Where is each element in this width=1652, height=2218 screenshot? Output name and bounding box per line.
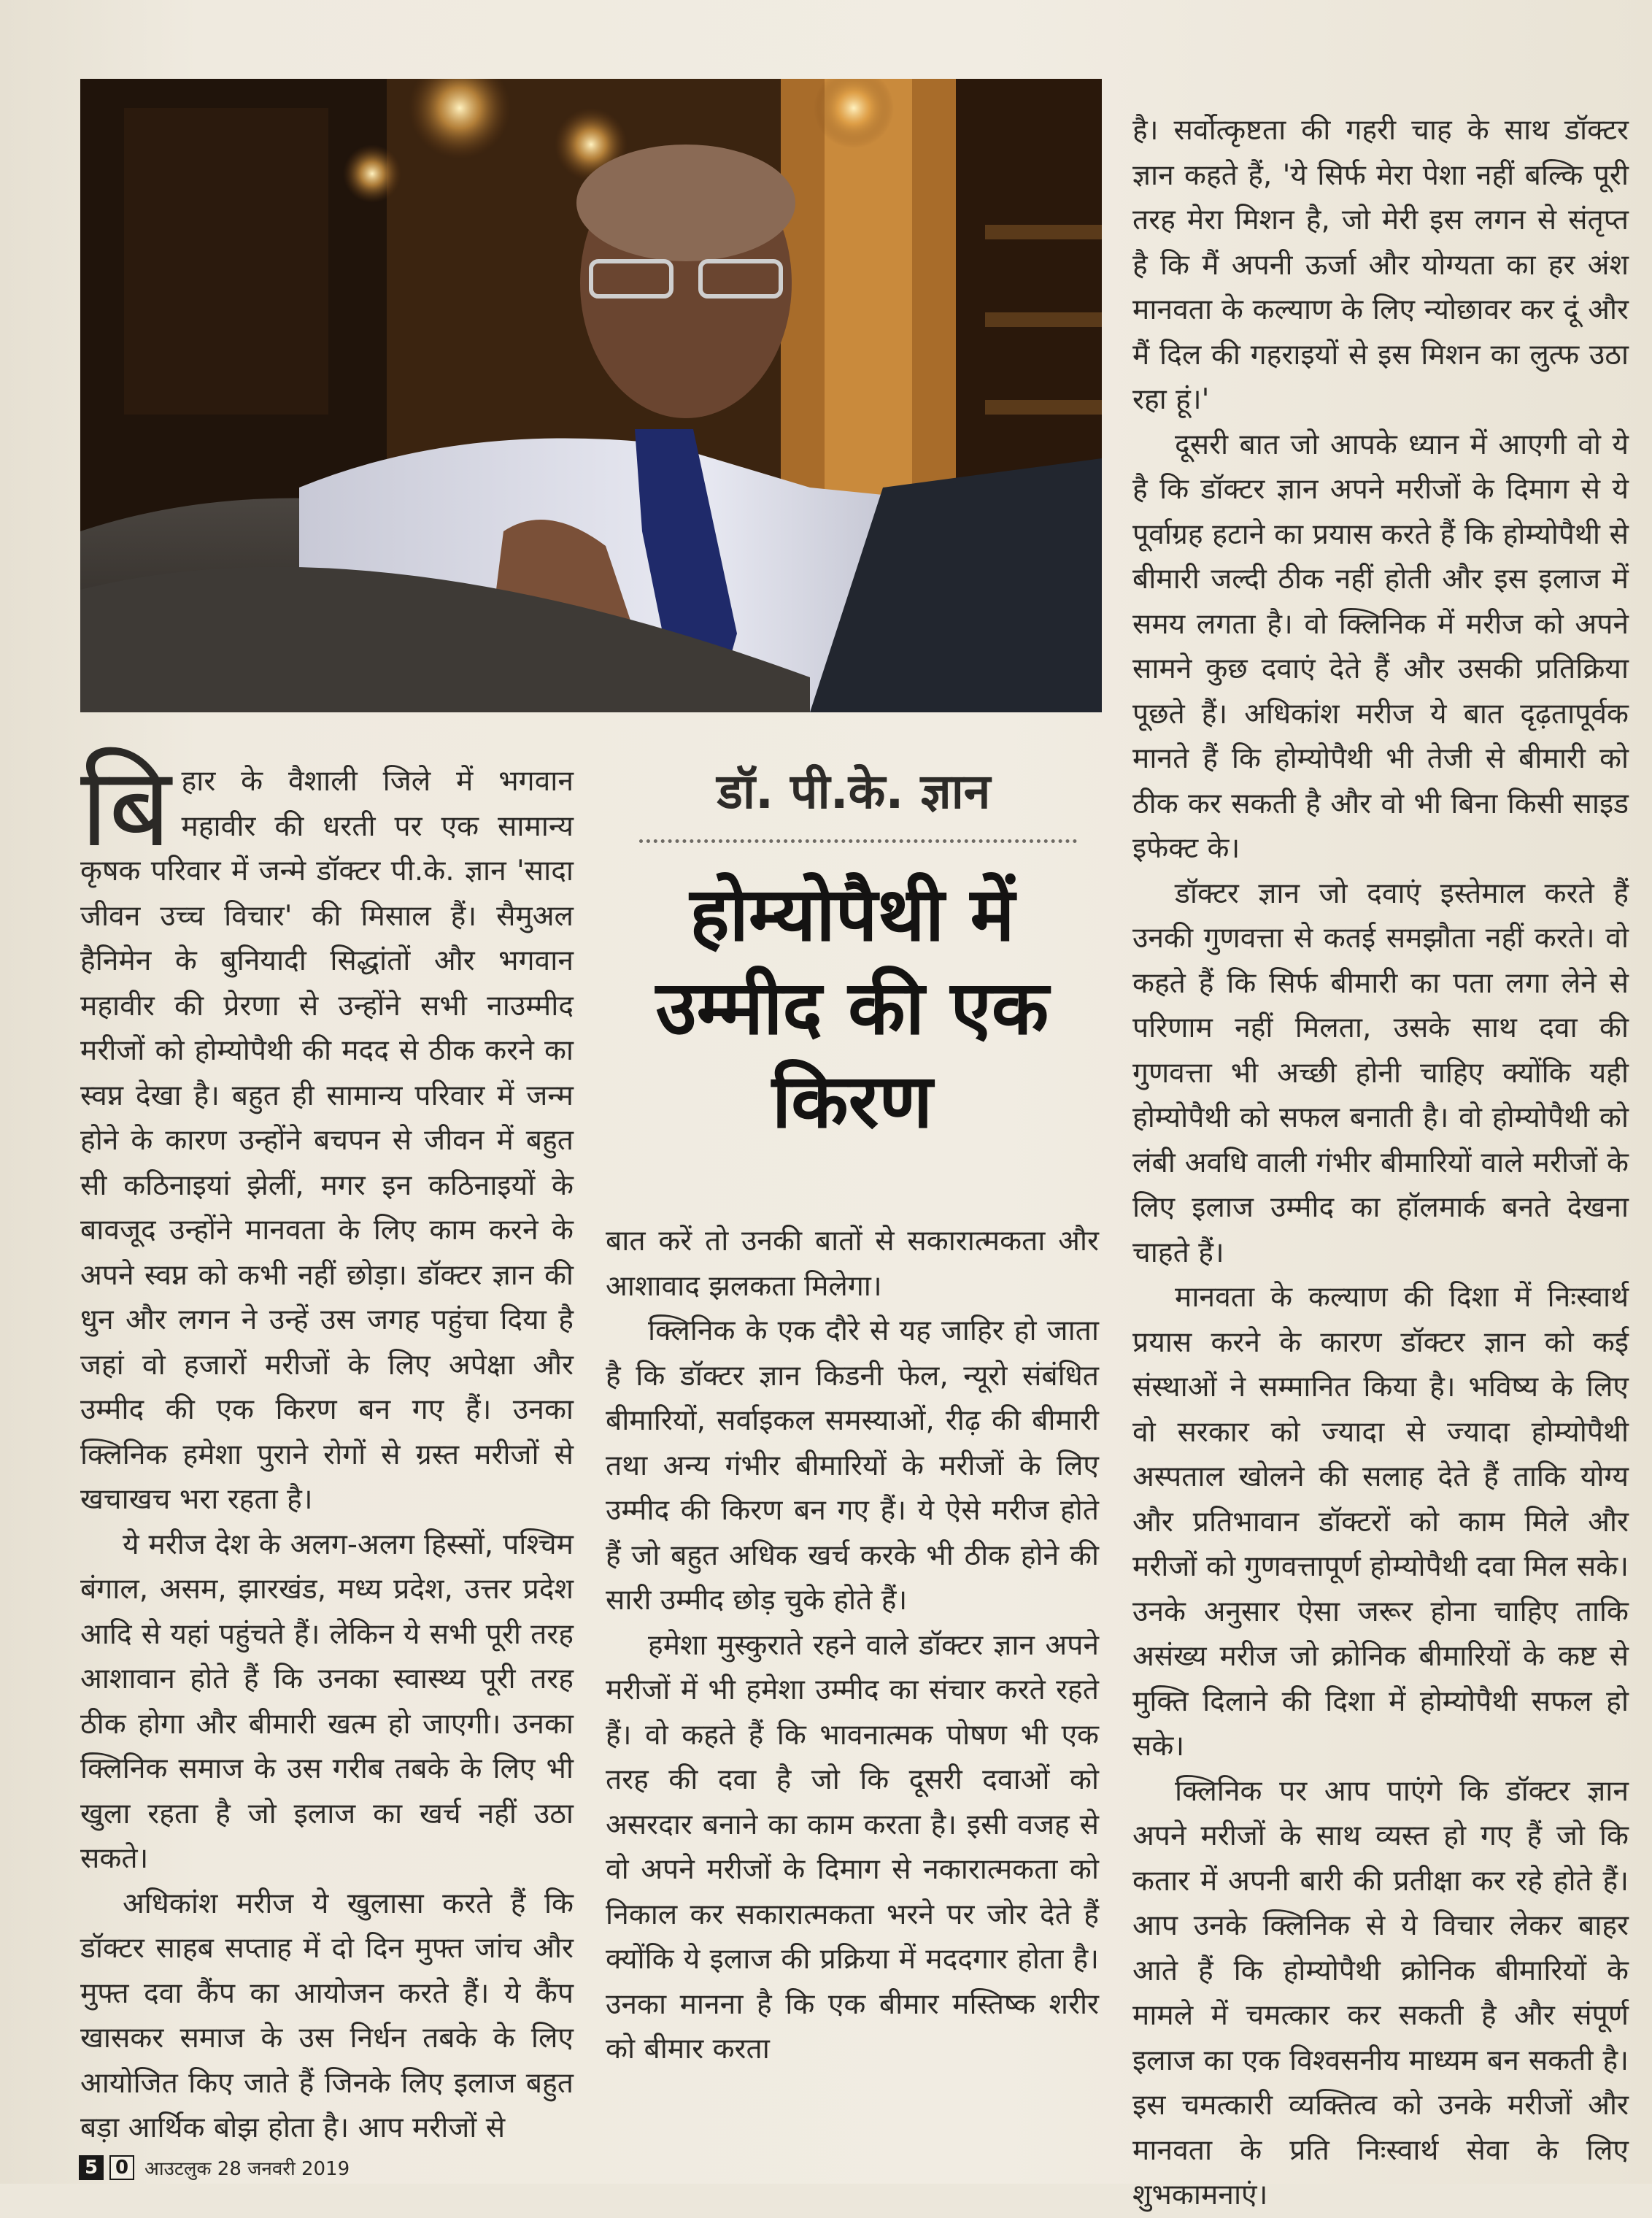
paragraph: ये मरीज देश के अलग-अलग हिस्सों, पश्चिम बंगाल, असम, झारखंड, मध्य प्रदेश, उत्तर प्रदेश आदि से यहां पहुंचते हैं। लेकिन ये सभी पूरी तरह आशावान होते हैं कि उनका स्वास्थ्य पूरी तरह ठीक होगा और बीमारी खत्म हो जाएगी। उनका क्लिनिक समाज के उस गरीब तबके के लिए भी खुला रहता है जो इलाज का खर्च नहीं उठा सकते। — [80, 1528, 574, 1875]
paragraph: अधिकांश मरीज ये खुलासा करते हैं कि डॉक्टर साहब सप्ताह में दो दिन मुफ्त जांच और मुफ्त दवा कैंप का आयोजन करते हैं। ये कैंप खासकर समाज के उस निर्धन तबके के लिए आयोजित किए जाते हैं जिनके लिए इलाज बहुत बड़ा आर्थिक बोझ होता है। आप मरीजों से — [80, 1887, 574, 2144]
dotted-divider — [639, 839, 1077, 843]
paragraph: हार के वैशाली जिले में भगवान महावीर की धरती पर एक सामान्य कृषक परिवार में जन्मे डॉक्टर पी.के. ज्ञान 'सादा जीवन उच्च विचार' की मिसाल हैं। सैमुअल हैनिमेन के बुनियादी सिद्धांतों और भगवान महावीर की प्रेरणा से उन्होंने सभी नाउम्मीद मरीजों को होम्योपैथी की मदद से ठीक करने का स्वप्न देखा है। बहुत ही सामान्य परिवार में जन्म होने के कारण उन्होंने बचपन से जीवन में बहुत सी कठिनाइयां झेलीं, मगर इन कठिनाइयों के बावजूद उन्होंने मानवता के लिए काम करने के अपने स्वप्न को कभी नहीं छोड़ा। डॉक्टर ज्ञान की धुन और लगन ने उन्हें उस जगह पहुंचा दिया है जहां वो हजारों मरीजों के लिए अपेक्षा और उम्मीद की एक किरण बन गए हैं। उनका क्लिनिक हमेशा पुराने रोगों से ग्रस्त मरीजों से खचाखच भरा रहता है। — [80, 765, 574, 1516]
article-headline: होम्योपैथी में उम्मीद की एक किरण — [655, 871, 1049, 1145]
author-byline: डॉ. पी.के. ज्ञान — [717, 763, 991, 820]
page-footer — [79, 2153, 350, 2182]
drop-cap: बि — [80, 744, 171, 871]
publication-date-line: आउटलुक 28 जनवरी 2019 — [144, 2158, 350, 2180]
paragraph: है। सर्वोत्कृष्टता की गहरी चाह के साथ डॉक्टर ज्ञान कहते हैं, 'ये सिर्फ मेरा पेशा नहीं बल्कि पूरी तरह मेरा मिशन है, जो मेरी इस लगन से संतृप्त है कि मैं अपनी ऊर्जा और योग्यता का हर अंश मानवता के कल्याण के लिए न्योछावर कर दूं और मैं दिल की गहराइयों से इस मिशन का लुत्फ उठा रहा हूं।' — [1132, 114, 1629, 416]
paragraph: दूसरी बात जो आपके ध्यान में आएगी वो ये है कि डॉक्टर ज्ञान अपने मरीजों के दिमाग से ये पूर्वाग्रह हटाने का प्रयास करते हैं कि होम्योपैथी से बीमारी जल्दी ठीक नहीं होती और इस इलाज में समय लगता है। वो क्लिनिक में मरीज को अपने सामने कुछ दवाएं देते हैं और उसकी प्रतिक्रिया पूछते हैं। अधिकांश मरीज ये बात दृढ़तापूर्वक मानते हैं कि होम्योपैथी भी तेजी से बीमारी को ठीक कर सकती है और वो भी बिना किसी साइड इफेक्ट के। — [1132, 428, 1629, 865]
doctor-portrait-photo — [80, 79, 1102, 712]
paragraph: हमेशा मुस्कुराते रहने वाले डॉक्टर ज्ञान अपने मरीजों में भी हमेशा उम्मीद का संचार करते रहते हैं। वो कहते हैं कि भावनात्मक पोषण भी एक तरह की दवा है जो कि दूसरी दवाओं को असरदार बनाने का काम करता है। इसी वजह से वो अपने मरीजों के दिमाग से नकारात्मकता को निकाल कर सकारात्मकता भरने पर जोर देते हैं क्योंकि ये इलाज की प्रक्रिया में मददगार होता है। उनका मानना है कि एक बीमार मस्तिष्क शरीर को बीमार करता — [606, 1628, 1099, 2065]
paragraph: बात करें तो उनकी बातों से सकारात्मकता और आशावाद झलकता मिलेगा। — [606, 1225, 1099, 1303]
article-column-right — [1132, 108, 1629, 2218]
page-number-digit: 0 — [109, 2155, 134, 2180]
article-column-left — [80, 744, 574, 2151]
paragraph: क्लिनिक पर आप पाएंगे कि डॉक्टर ज्ञान अपने मरीजों के साथ व्यस्त हो गए हैं जो कि कतार में अपनी बारी की प्रतीक्षा कर रहे होते हैं। आप उनके क्लिनिक से ये विचार लेकर बाहर आते हैं कि होम्योपैथी क्रोनिक बीमारियों के मामले में चमत्कार कर सकती है और संपूर्ण इलाज का एक विश्वसनीय माध्यम बन सकती है। इस चमत्कारी व्यक्तित्व को उनके मरीजों और मानवता के प्रति निःस्वार्थ सेवा के लिए शुभकामनाएं। — [1132, 1774, 1629, 2211]
paragraph: मानवता के कल्याण की दिशा में निःस्वार्थ प्रयास करने के कारण डॉक्टर ज्ञान को कई संस्थाओं ने सम्मानित किया है। भविष्य के लिए वो सरकार को ज्यादा से ज्यादा होम्योपैथी अस्पताल खोलने की सलाह देते हैं ताकि योग्य और प्रतिभावान डॉक्टरों को काम मिले और मरीजों को गुणवत्तापूर्ण होम्योपैथी दवा मिल सके। उनके अनुसार ऐसा जरूर होना चाहिए ताकि असंख्य मरीज जो क्रोनिक बीमारियों के कष्ट से मुक्ति दिलाने की दिशा में होम्योपैथी सफल हो सके। — [1132, 1281, 1629, 1763]
paragraph: क्लिनिक के एक दौरे से यह जाहिर हो जाता है कि डॉक्टर ज्ञान किडनी फेल, न्यूरो संबंधित बीमारियों, सर्वाइकल समस्याओं, रीढ़ की बीमारी तथा अन्य गंभीर बीमारियों के मरीजों के लिए उम्मीद की किरण बन गए हैं। ये ऐसे मरीज होते हैं जो बहुत अधिक खर्च करके भी ठीक होने की सारी उम्मीद छोड़ चुके होते हैं। — [606, 1314, 1099, 1617]
article-column-middle — [606, 1219, 1099, 2072]
paragraph: डॉक्टर ज्ञान जो दवाएं इस्तेमाल करते हैं उनकी गुणवत्ता से कतई समझौता नहीं करते। वो कहते हैं कि सिर्फ बीमारी का पता लगा लेने से परिणाम नहीं मिलता, उसके साथ दवा की गुणवत्ता भी अच्छी होनी चाहिए क्योंकि यही होम्योपैथी को सफल बनाती है। वो होम्योपैथी को लंबी अवधि वाली गंभीर बीमारियों वाले मरीजों के लिए इलाज उम्मीद का हॉलमार्क बनते देखना चाहते हैं। — [1132, 877, 1629, 1269]
page-number-digit: 5 — [79, 2155, 104, 2180]
